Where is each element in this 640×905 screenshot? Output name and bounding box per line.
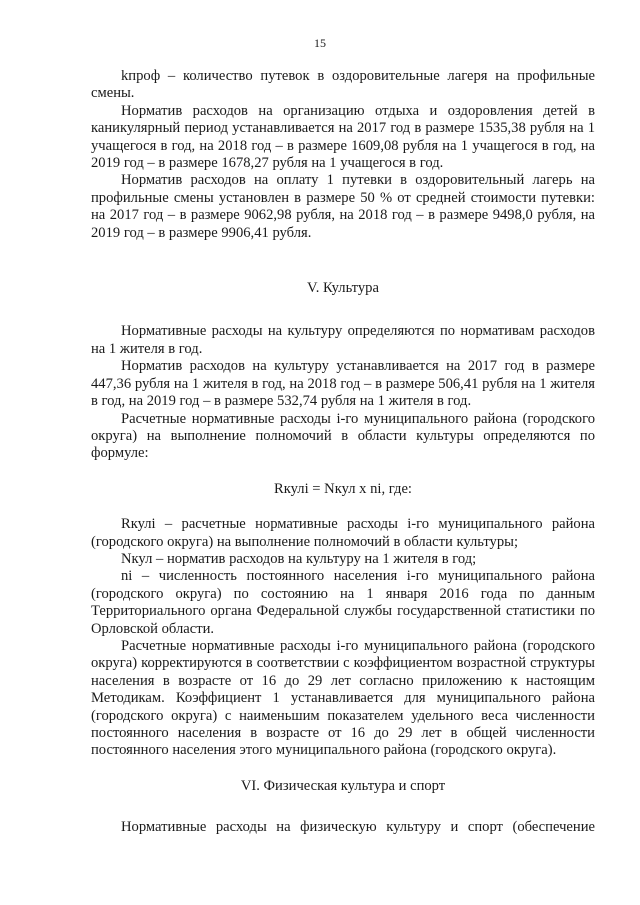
paragraph-culture-formula-intro: Расчетные нормативные расходы i-го муниципального района (городского округа) на выполнение полномочий в области культуры определяются по формуле: <box>91 410 595 462</box>
paragraph-culture-intro: Нормативные расходы на культуру определяются по нормативам расходов на 1 жителя в год. <box>91 323 595 357</box>
definition-ni: ni – численность постоянного населения i-го муниципального района (городского округа) по состоянию на 1 января 2016 года по данным Территориального органа Федеральной службы государственной статистики по Орловской области. <box>91 568 595 637</box>
paragraph-voucher-norm: Норматив расходов на оплату 1 путевки в оздоровительный лагерь на профильные смены установлен в размере 50 % от средней стоимости путевки: на 2017 год – в размере 9062,98 рубля, на 2018 год – в размере 9498,0 рубля, на 2019 год – в размере 9906,41 рубля. <box>91 172 595 241</box>
section-heading-culture: V. Культура <box>307 280 379 297</box>
section-heading-sport: VI. Физическая культура и спорт <box>240 777 446 794</box>
paragraph-kprof: kпроф – количество путевок в оздоровительные лагеря на профильные смены. <box>91 68 595 102</box>
paragraph-correction: Расчетные нормативные расходы i-го муниципального района (городского округа) корректируются в соответствии с коэффициентом возрастной структуры населения в возрасте от 16 до 29 лет согласно приложению к настоящим Методикам. Коэффициент 1 устанавливается для муниципального района (городского округа) с наименьшим показателем удельного веса численности постоянного населения в возрасте от 16 до 29 лет в общей численности постоянного населения этого муниципального района (городского округа). <box>91 637 595 759</box>
paragraph-rest-norm: Норматив расходов на организацию отдыха и оздоровления детей в каникулярный период устанавливается на 2017 год в размере 1535,38 рубля на 1 учащегося в год, на 2018 год – в размере 1609,08 рубля на 1 учащегося в год, на 2019 год – в размере 1678,27 рубля на 1 учащегося в год. <box>91 102 595 172</box>
paragraph-sport-intro: Нормативные расходы на физическую культуру и спорт (обеспечение <box>121 819 595 836</box>
definition-rkul: Rкулi – расчетные нормативные расходы i-го муниципального района (городского округа) на выполнение полномочий в области культуры; <box>91 516 595 550</box>
definition-nkul: Nкул – норматив расходов на культуру на 1 жителя в год; <box>121 550 477 567</box>
document-body <box>91 68 595 837</box>
page-number: 15 <box>314 36 326 50</box>
formula: Rкулi = Nкул x ni, где: <box>274 480 412 497</box>
paragraph-culture-norm: Норматив расходов на культуру устанавливается на 2017 год в размере 447,36 рубля на 1 жителя в год, на 2018 год – в размере 506,41 рубля на 1 жителя в год, на 2019 год – в размере 532,74 рубля на 1 жителя в год. <box>91 358 595 410</box>
